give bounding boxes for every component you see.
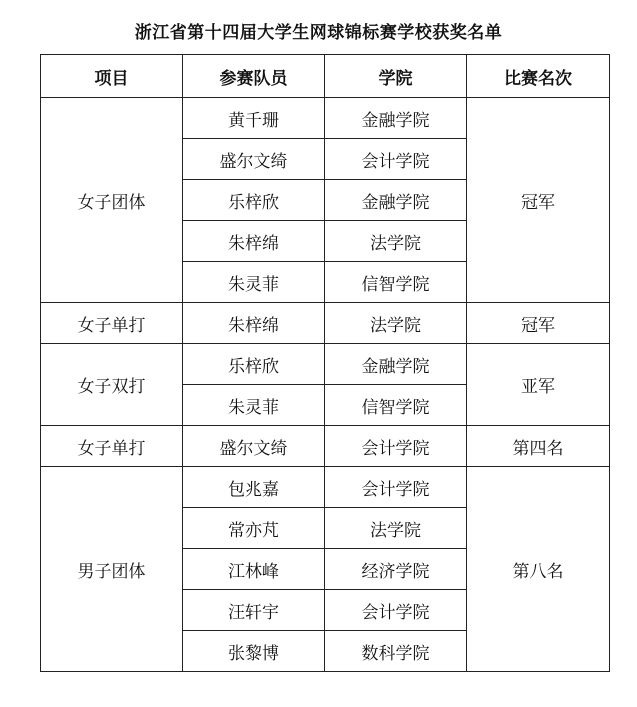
rank-cell: 冠军	[467, 303, 610, 344]
member-name-cell: 乐梓欣	[183, 180, 325, 221]
event-cell: 女子单打	[41, 303, 183, 344]
college-cell: 信智学院	[325, 262, 467, 303]
member-name-cell: 朱梓绵	[183, 303, 325, 344]
college-cell: 法学院	[325, 303, 467, 344]
college-cell: 信智学院	[325, 385, 467, 426]
member-name-cell: 汪轩宇	[183, 590, 325, 631]
college-cell: 金融学院	[325, 98, 467, 139]
header-member: 参赛队员	[183, 55, 325, 98]
college-cell: 会计学院	[325, 590, 467, 631]
event-cell: 女子双打	[41, 344, 183, 426]
rank-cell: 冠军	[467, 98, 610, 303]
college-cell: 会计学院	[325, 426, 467, 467]
member-name-cell: 张黎博	[183, 631, 325, 672]
college-cell: 会计学院	[325, 139, 467, 180]
table-row	[41, 303, 610, 344]
college-cell: 会计学院	[325, 467, 467, 508]
rank-cell: 亚军	[467, 344, 610, 426]
member-name-cell: 乐梓欣	[183, 344, 325, 385]
college-cell: 法学院	[325, 508, 467, 549]
member-name-cell: 常亦芃	[183, 508, 325, 549]
table-row	[41, 98, 610, 139]
member-name-cell: 朱梓绵	[183, 221, 325, 262]
document-title: 浙江省第十四届大学生网球锦标赛学校获奖名单	[134, 23, 503, 43]
table-row	[41, 467, 610, 508]
college-cell: 数科学院	[325, 631, 467, 672]
table-header-row	[41, 55, 610, 98]
member-name-cell: 盛尔文绮	[183, 426, 325, 467]
member-name-cell: 黄千珊	[183, 98, 325, 139]
member-name-cell: 朱灵菲	[183, 385, 325, 426]
member-name-cell: 盛尔文绮	[183, 139, 325, 180]
table-row	[41, 426, 610, 467]
member-name-cell: 包兆嘉	[183, 467, 325, 508]
college-cell: 经济学院	[325, 549, 467, 590]
award-table	[40, 54, 610, 672]
rank-cell: 第八名	[467, 467, 610, 672]
rank-cell: 第四名	[467, 426, 610, 467]
member-name-cell: 朱灵菲	[183, 262, 325, 303]
college-cell: 金融学院	[325, 344, 467, 385]
header-rank: 比赛名次	[467, 55, 610, 98]
header-event: 项目	[41, 55, 183, 98]
college-cell: 金融学院	[325, 180, 467, 221]
member-name-cell: 江林峰	[183, 549, 325, 590]
event-cell: 女子单打	[41, 426, 183, 467]
table-row	[41, 344, 610, 385]
college-cell: 法学院	[325, 221, 467, 262]
event-cell: 女子团体	[41, 98, 183, 303]
header-college: 学院	[325, 55, 467, 98]
event-cell: 男子团体	[41, 467, 183, 672]
